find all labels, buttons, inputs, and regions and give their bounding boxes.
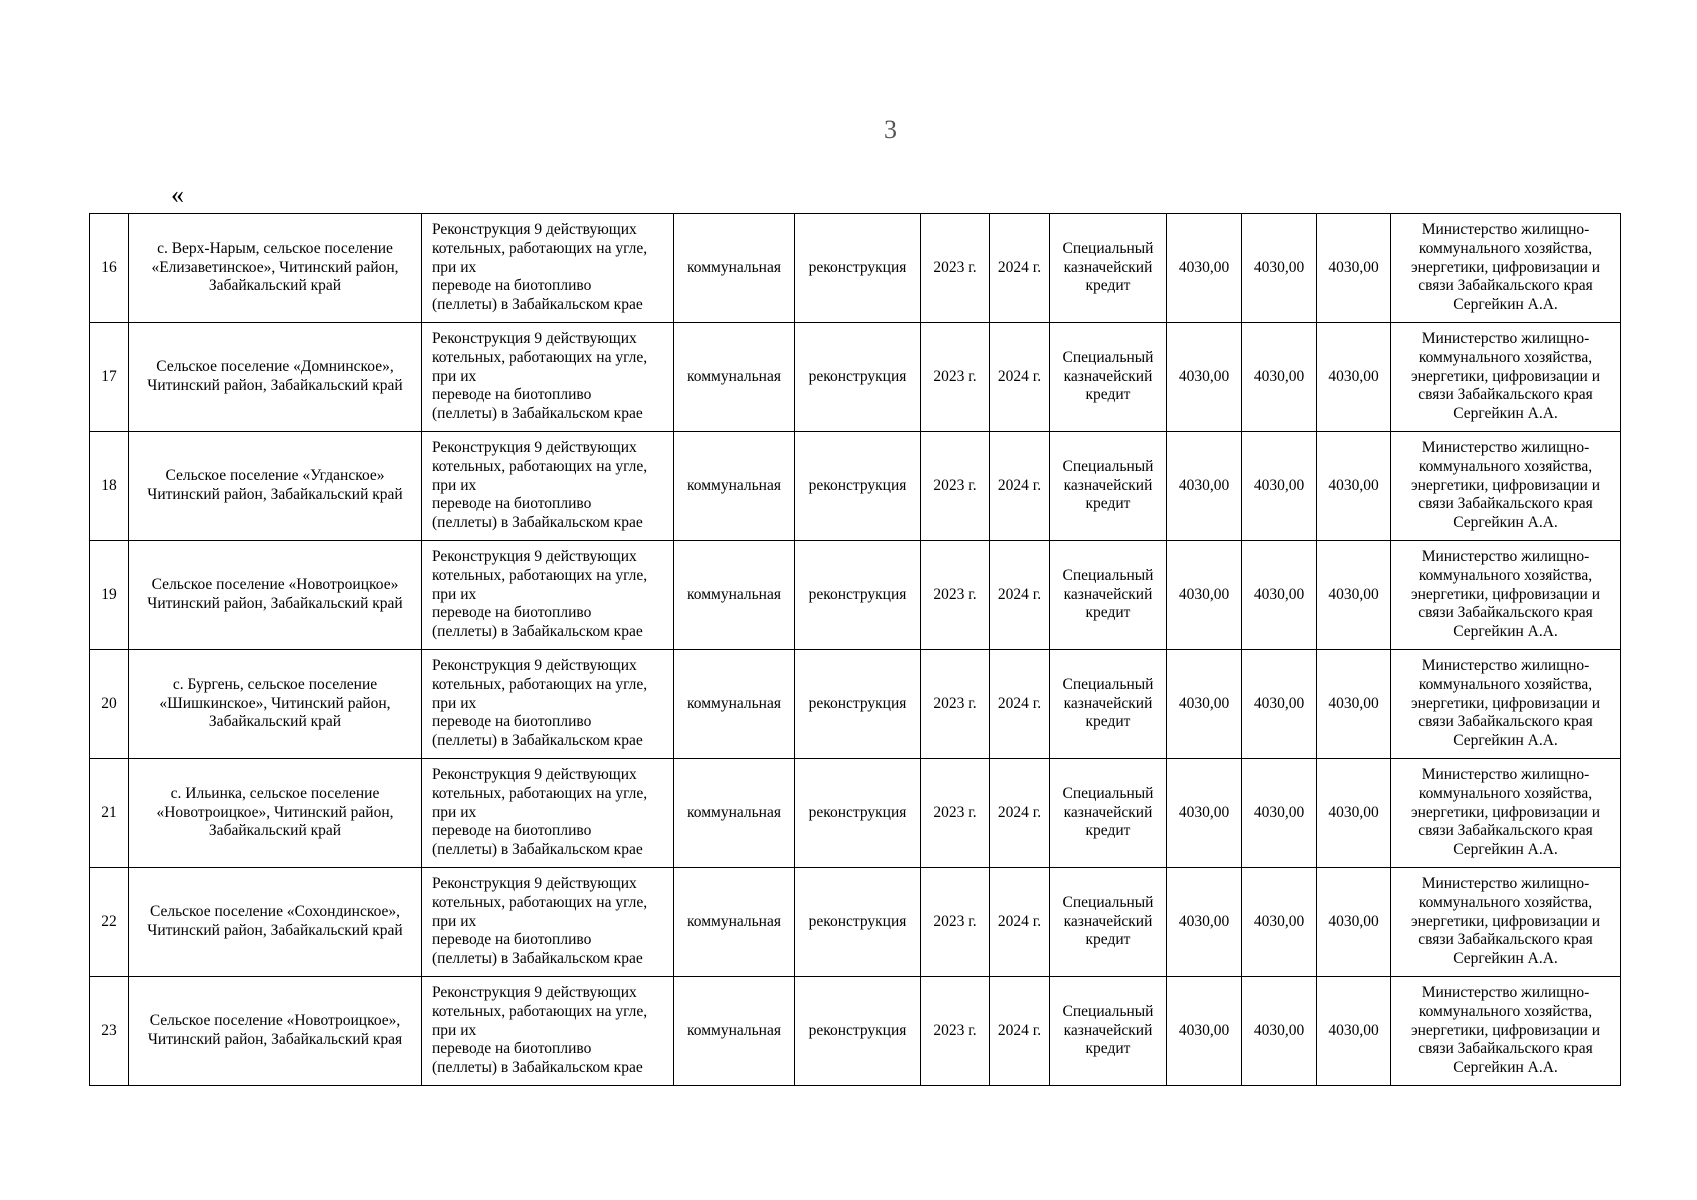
object-description-line: при их: [432, 1021, 477, 1039]
table-row: [90, 977, 1621, 1086]
work-type-cell: реконструкция: [795, 541, 921, 650]
table-row: [90, 759, 1621, 868]
responsible-party-cell: Министерство жилищно-коммунального хозяйства, энергетики, цифровизации и связи Забайкальского края Сергейкин А.А.: [1391, 977, 1621, 1086]
start-year-cell: 2023 г.: [921, 323, 990, 432]
object-description-line: (пеллеты) в Забайкальском крае: [432, 405, 643, 423]
page-number: 3: [884, 115, 897, 144]
funding-source-cell: Специальный казначейский кредит: [1050, 541, 1167, 650]
responsible-party-cell: Министерство жилищно-коммунального хозяйства, энергетики, цифровизации и связи Забайкальского края Сергейкин А.А.: [1391, 759, 1621, 868]
object-description-line: (пеллеты) в Забайкальском крае: [432, 841, 643, 859]
row-number-cell: 23: [90, 977, 129, 1086]
object-description-line: при их: [432, 912, 477, 930]
amount-2023-cell: 4030,00: [1242, 323, 1317, 432]
object-description-line: переводе на биотопливо: [432, 931, 592, 949]
object-description-line: Реконструкция 9 действующих: [432, 984, 637, 1002]
amount-total-cell: 4030,00: [1167, 650, 1242, 759]
location-cell: Сельское поселение «Новотроицкое», Читинский район, Забайкальский края: [129, 977, 422, 1086]
location-cell: Сельское поселение «Угданское» Читинский район, Забайкальский край: [129, 432, 422, 541]
row-number-cell: 21: [90, 759, 129, 868]
amount-total-cell: 4030,00: [1167, 541, 1242, 650]
object-description-line: котельных, работающих на угле,: [432, 893, 648, 911]
object-description-line: котельных, работающих на угле,: [432, 675, 648, 693]
end-year-cell: 2024 г.: [990, 214, 1050, 323]
object-description-line: переводе на биотопливо: [432, 495, 592, 513]
object-description-line: при их: [432, 367, 477, 385]
end-year-cell: 2024 г.: [990, 977, 1050, 1086]
object-description-line: (пеллеты) в Забайкальском крае: [432, 950, 643, 968]
funding-source-cell: Специальный казначейский кредит: [1050, 214, 1167, 323]
object-description-cell: [422, 868, 674, 977]
start-year-cell: 2023 г.: [921, 868, 990, 977]
location-cell: с. Ильинка, сельское поселение «Новотроицкое», Читинский район, Забайкальский край: [129, 759, 422, 868]
amount-total-cell: 4030,00: [1167, 868, 1242, 977]
amount-total-cell: 4030,00: [1167, 977, 1242, 1086]
amount-2024-cell: 4030,00: [1317, 323, 1391, 432]
object-description-line: котельных, работающих на угле,: [432, 566, 648, 584]
funding-source-cell: Специальный казначейский кредит: [1050, 977, 1167, 1086]
object-description-line: Реконструкция 9 действующих: [432, 766, 637, 784]
object-description-line: при их: [432, 694, 477, 712]
start-year-cell: 2023 г.: [921, 432, 990, 541]
responsible-party-cell: Министерство жилищно-коммунального хозяйства, энергетики, цифровизации и связи Забайкальского края Сергейкин А.А.: [1391, 432, 1621, 541]
object-description-line: Реконструкция 9 действующих: [432, 221, 637, 239]
location-cell: Сельское поселение «Новотроицкое» Читинский район, Забайкальский край: [129, 541, 422, 650]
responsible-party-cell: Министерство жилищно-коммунального хозяйства, энергетики, цифровизации и связи Забайкальского края Сергейкин А.А.: [1391, 541, 1621, 650]
funding-source-cell: Специальный казначейский кредит: [1050, 323, 1167, 432]
work-type-cell: реконструкция: [795, 323, 921, 432]
amount-2023-cell: 4030,00: [1242, 650, 1317, 759]
ownership-cell: коммунальная: [674, 868, 795, 977]
funding-source-cell: Специальный казначейский кредит: [1050, 432, 1167, 541]
object-description-line: переводе на биотопливо: [432, 822, 592, 840]
row-number-cell: 18: [90, 432, 129, 541]
object-description-line: (пеллеты) в Забайкальском крае: [432, 1059, 643, 1077]
row-number-cell: 20: [90, 650, 129, 759]
object-description-cell: [422, 323, 674, 432]
object-description-line: Реконструкция 9 действующих: [432, 330, 637, 348]
end-year-cell: 2024 г.: [990, 541, 1050, 650]
amount-2024-cell: 4030,00: [1317, 432, 1391, 541]
table-row: [90, 432, 1621, 541]
responsible-party-cell: Министерство жилищно-коммунального хозяйства, энергетики, цифровизации и связи Забайкальского края Сергейкин А.А.: [1391, 214, 1621, 323]
object-description-cell: [422, 650, 674, 759]
funding-source-cell: Специальный казначейский кредит: [1050, 868, 1167, 977]
object-description-line: переводе на биотопливо: [432, 713, 592, 731]
object-description-cell: [422, 432, 674, 541]
start-year-cell: 2023 г.: [921, 759, 990, 868]
object-description-line: переводе на биотопливо: [432, 604, 592, 622]
object-description-line: котельных, работающих на угле,: [432, 457, 648, 475]
object-description-line: при их: [432, 585, 477, 603]
amount-2024-cell: 4030,00: [1317, 977, 1391, 1086]
amount-2023-cell: 4030,00: [1242, 432, 1317, 541]
work-type-cell: реконструкция: [795, 650, 921, 759]
end-year-cell: 2024 г.: [990, 868, 1050, 977]
work-type-cell: реконструкция: [795, 214, 921, 323]
responsible-party-cell: Министерство жилищно-коммунального хозяйства, энергетики, цифровизации и связи Забайкальского края Сергейкин А.А.: [1391, 323, 1621, 432]
object-description-line: (пеллеты) в Забайкальском крае: [432, 732, 643, 750]
amount-total-cell: 4030,00: [1167, 759, 1242, 868]
ownership-cell: коммунальная: [674, 759, 795, 868]
object-description-line: (пеллеты) в Забайкальском крае: [432, 296, 643, 314]
object-description-line: Реконструкция 9 действующих: [432, 875, 637, 893]
object-description-line: Реконструкция 9 действующих: [432, 657, 637, 675]
object-description-cell: [422, 214, 674, 323]
row-number-cell: 19: [90, 541, 129, 650]
ownership-cell: коммунальная: [674, 432, 795, 541]
table-row: [90, 868, 1621, 977]
start-year-cell: 2023 г.: [921, 214, 990, 323]
table-row: [90, 214, 1621, 323]
work-type-cell: реконструкция: [795, 432, 921, 541]
ownership-cell: коммунальная: [674, 323, 795, 432]
funding-source-cell: Специальный казначейский кредит: [1050, 650, 1167, 759]
amount-2023-cell: 4030,00: [1242, 759, 1317, 868]
amount-2024-cell: 4030,00: [1317, 650, 1391, 759]
amount-2024-cell: 4030,00: [1317, 214, 1391, 323]
object-description-line: переводе на биотопливо: [432, 277, 592, 295]
object-description-line: котельных, работающих на угле,: [432, 784, 648, 802]
location-cell: с. Бургень, сельское поселение «Шишкинское», Читинский район, Забайкальский край: [129, 650, 422, 759]
amount-total-cell: 4030,00: [1167, 323, 1242, 432]
opening-quote-mark: «: [171, 180, 184, 209]
work-type-cell: реконструкция: [795, 759, 921, 868]
work-type-cell: реконструкция: [795, 868, 921, 977]
object-description-line: котельных, работающих на угле,: [432, 348, 648, 366]
end-year-cell: 2024 г.: [990, 323, 1050, 432]
start-year-cell: 2023 г.: [921, 541, 990, 650]
amount-total-cell: 4030,00: [1167, 214, 1242, 323]
row-number-cell: 17: [90, 323, 129, 432]
funding-source-cell: Специальный казначейский кредит: [1050, 759, 1167, 868]
responsible-party-cell: Министерство жилищно-коммунального хозяйства, энергетики, цифровизации и связи Забайкальского края Сергейкин А.А.: [1391, 868, 1621, 977]
object-description-cell: [422, 977, 674, 1086]
object-description-line: котельных, работающих на угле,: [432, 1002, 648, 1020]
row-number-cell: 22: [90, 868, 129, 977]
amount-2024-cell: 4030,00: [1317, 868, 1391, 977]
ownership-cell: коммунальная: [674, 650, 795, 759]
object-description-line: (пеллеты) в Забайкальском крае: [432, 514, 643, 532]
object-description-line: при их: [432, 258, 477, 276]
work-type-cell: реконструкция: [795, 977, 921, 1086]
amount-2023-cell: 4030,00: [1242, 977, 1317, 1086]
responsible-party-cell: Министерство жилищно-коммунального хозяйства, энергетики, цифровизации и связи Забайкальского края Сергейкин А.А.: [1391, 650, 1621, 759]
amount-2023-cell: 4030,00: [1242, 868, 1317, 977]
ownership-cell: коммунальная: [674, 977, 795, 1086]
objects-table: [89, 213, 1621, 1086]
object-description-line: Реконструкция 9 действующих: [432, 439, 637, 457]
amount-2023-cell: 4030,00: [1242, 214, 1317, 323]
object-description-line: при их: [432, 476, 477, 494]
location-cell: с. Верх-Нарым, сельское поселение «Елизаветинское», Читинский район, Забайкальский край: [129, 214, 422, 323]
table-row: [90, 541, 1621, 650]
object-description-line: переводе на биотопливо: [432, 1040, 592, 1058]
start-year-cell: 2023 г.: [921, 650, 990, 759]
end-year-cell: 2024 г.: [990, 432, 1050, 541]
location-cell: Сельское поселение «Сохондинское», Читинский район, Забайкальский край: [129, 868, 422, 977]
amount-2023-cell: 4030,00: [1242, 541, 1317, 650]
end-year-cell: 2024 г.: [990, 650, 1050, 759]
object-description-line: (пеллеты) в Забайкальском крае: [432, 623, 643, 641]
object-description-line: котельных, работающих на угле,: [432, 239, 648, 257]
table-body: [90, 214, 1621, 1086]
object-description-line: Реконструкция 9 действующих: [432, 548, 637, 566]
table-row: [90, 650, 1621, 759]
location-cell: Сельское поселение «Домнинское», Читинский район, Забайкальский край: [129, 323, 422, 432]
ownership-cell: коммунальная: [674, 541, 795, 650]
end-year-cell: 2024 г.: [990, 759, 1050, 868]
object-description-line: переводе на биотопливо: [432, 386, 592, 404]
row-number-cell: 16: [90, 214, 129, 323]
amount-2024-cell: 4030,00: [1317, 759, 1391, 868]
amount-total-cell: 4030,00: [1167, 432, 1242, 541]
object-description-cell: [422, 541, 674, 650]
ownership-cell: коммунальная: [674, 214, 795, 323]
object-description-cell: [422, 759, 674, 868]
start-year-cell: 2023 г.: [921, 977, 990, 1086]
amount-2024-cell: 4030,00: [1317, 541, 1391, 650]
object-description-line: при их: [432, 803, 477, 821]
table-row: [90, 323, 1621, 432]
